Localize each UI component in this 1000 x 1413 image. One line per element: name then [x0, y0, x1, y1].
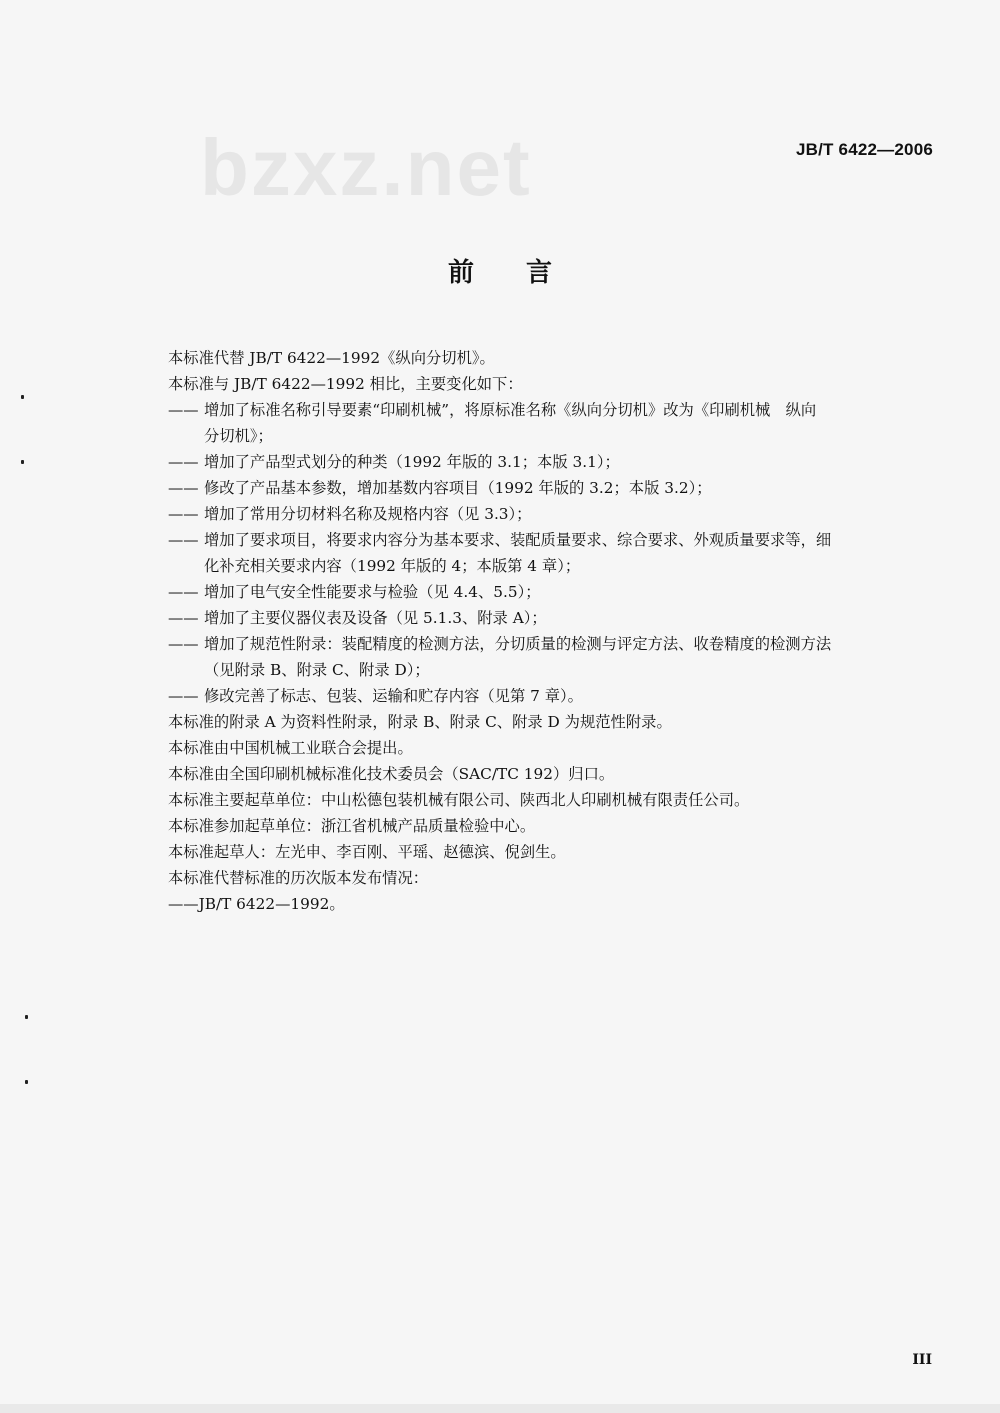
change-list-item-line: （见附录 B、附录 C、附录 D）；: [204, 661, 430, 679]
page-title: 前言: [447, 258, 604, 288]
paragraph-drafters: 本标准起草人：左光申、李百刚、平瑶、赵德滨、倪剑生。: [168, 843, 566, 861]
change-list-item-text: [204, 683, 934, 709]
list-dash: ——: [168, 401, 199, 419]
change-list-item-line: 增加了要求项目，将要求内容分为基本要求、装配质量要求、综合要求、外观质量要求等，细: [204, 531, 832, 549]
change-list-item-line: 修改完善了标志、包装、运输和贮存内容（见第 7 章）。: [204, 687, 583, 705]
document-body: [168, 345, 934, 917]
change-list-item: [168, 527, 934, 579]
change-list-item-line: 分切机》；: [204, 427, 273, 445]
list-dash: ——: [168, 479, 199, 497]
list-dash: ——: [168, 635, 199, 653]
change-list-item-line: 增加了规范性附录：装配精度的检测方法，分切质量的检测与评定方法、收卷精度的检测方法: [204, 635, 832, 653]
change-list-item-line: 增加了电气安全性能要求与检验（见 4.4、5.5）；: [204, 583, 541, 601]
paragraph-replacement: 本标准代替 JB/T 6422—1992《纵向分切机》。: [168, 349, 495, 367]
paragraph-changes-intro: 本标准与 JB/T 6422—1992 相比，主要变化如下：: [168, 375, 523, 393]
change-list-item: [168, 605, 934, 631]
change-list-item: [168, 631, 934, 683]
binding-hole-mark: [25, 1080, 28, 1084]
standard-number: JB/T 6422—2006: [796, 140, 933, 159]
paragraph-managed-by: 本标准由全国印刷机械标准化技术委员会（SAC/TC 192）归口。: [168, 765, 615, 783]
paragraph-history-item: ——JB/T 6422—1992。: [168, 895, 345, 913]
paragraph-appendix: 本标准的附录 A 为资料性附录，附录 B、附录 C、附录 D 为规范性附录。: [168, 713, 672, 731]
change-list-item: [168, 683, 934, 709]
change-list-item-text: [204, 501, 934, 527]
list-dash: ——: [168, 505, 199, 523]
change-list-item-line: 增加了常用分切材料名称及规格内容（见 3.3）；: [204, 505, 532, 523]
change-list-item-text: [204, 475, 934, 501]
change-list-item-text: [204, 579, 934, 605]
change-list-item: [168, 475, 934, 501]
list-dash: ——: [168, 583, 199, 601]
change-list-item: [168, 501, 934, 527]
page-bottom-edge: [0, 1404, 1000, 1413]
paragraph-main-drafters: 本标准主要起草单位：中山松德包装机械有限公司、陕西北人印刷机械有限责任公司。: [168, 791, 750, 809]
list-dash: ——: [168, 531, 199, 549]
change-list-item-line: 增加了产品型式划分的种类（1992 年版的 3.1；本版 3.1）；: [204, 453, 620, 471]
binding-hole-mark: [21, 395, 24, 399]
binding-hole-mark: [25, 1015, 28, 1019]
change-list-item: [168, 449, 934, 475]
page-number: III: [912, 1352, 932, 1368]
change-list-item: [168, 579, 934, 605]
change-list-item-text: [204, 605, 934, 631]
change-list-item-line: 化补充相关要求内容（1992 年版的 4；本版第 4 章）；: [204, 557, 581, 575]
change-list-item-text: [204, 449, 934, 475]
change-list: [168, 397, 934, 709]
list-dash: ——: [168, 609, 199, 627]
list-dash: ——: [168, 687, 199, 705]
change-list-item-text: [204, 631, 934, 683]
change-list-item-text: [204, 397, 934, 449]
paragraph-history-intro: 本标准代替标准的历次版本发布情况：: [168, 869, 429, 887]
binding-hole-mark: [21, 460, 24, 464]
change-list-item-line: 增加了主要仪器仪表及设备（见 5.1.3、附录 A）；: [204, 609, 547, 627]
change-list-item-text: [204, 527, 934, 579]
paragraph-proposed-by: 本标准由中国机械工业联合会提出。: [168, 739, 413, 757]
list-dash: ——: [168, 453, 199, 471]
watermark: bzxz.net: [200, 123, 532, 212]
paragraph-participating-drafters: 本标准参加起草单位：浙江省机械产品质量检验中心。: [168, 817, 536, 835]
change-list-item: [168, 397, 934, 449]
change-list-item-line: 修改了产品基本参数，增加基数内容项目（1992 年版的 3.2；本版 3.2）；: [204, 479, 712, 497]
change-list-item-line: 增加了标准名称引导要素“印刷机械”，将原标准名称《纵向分切机》改为《印刷机械 纵向: [204, 401, 817, 419]
